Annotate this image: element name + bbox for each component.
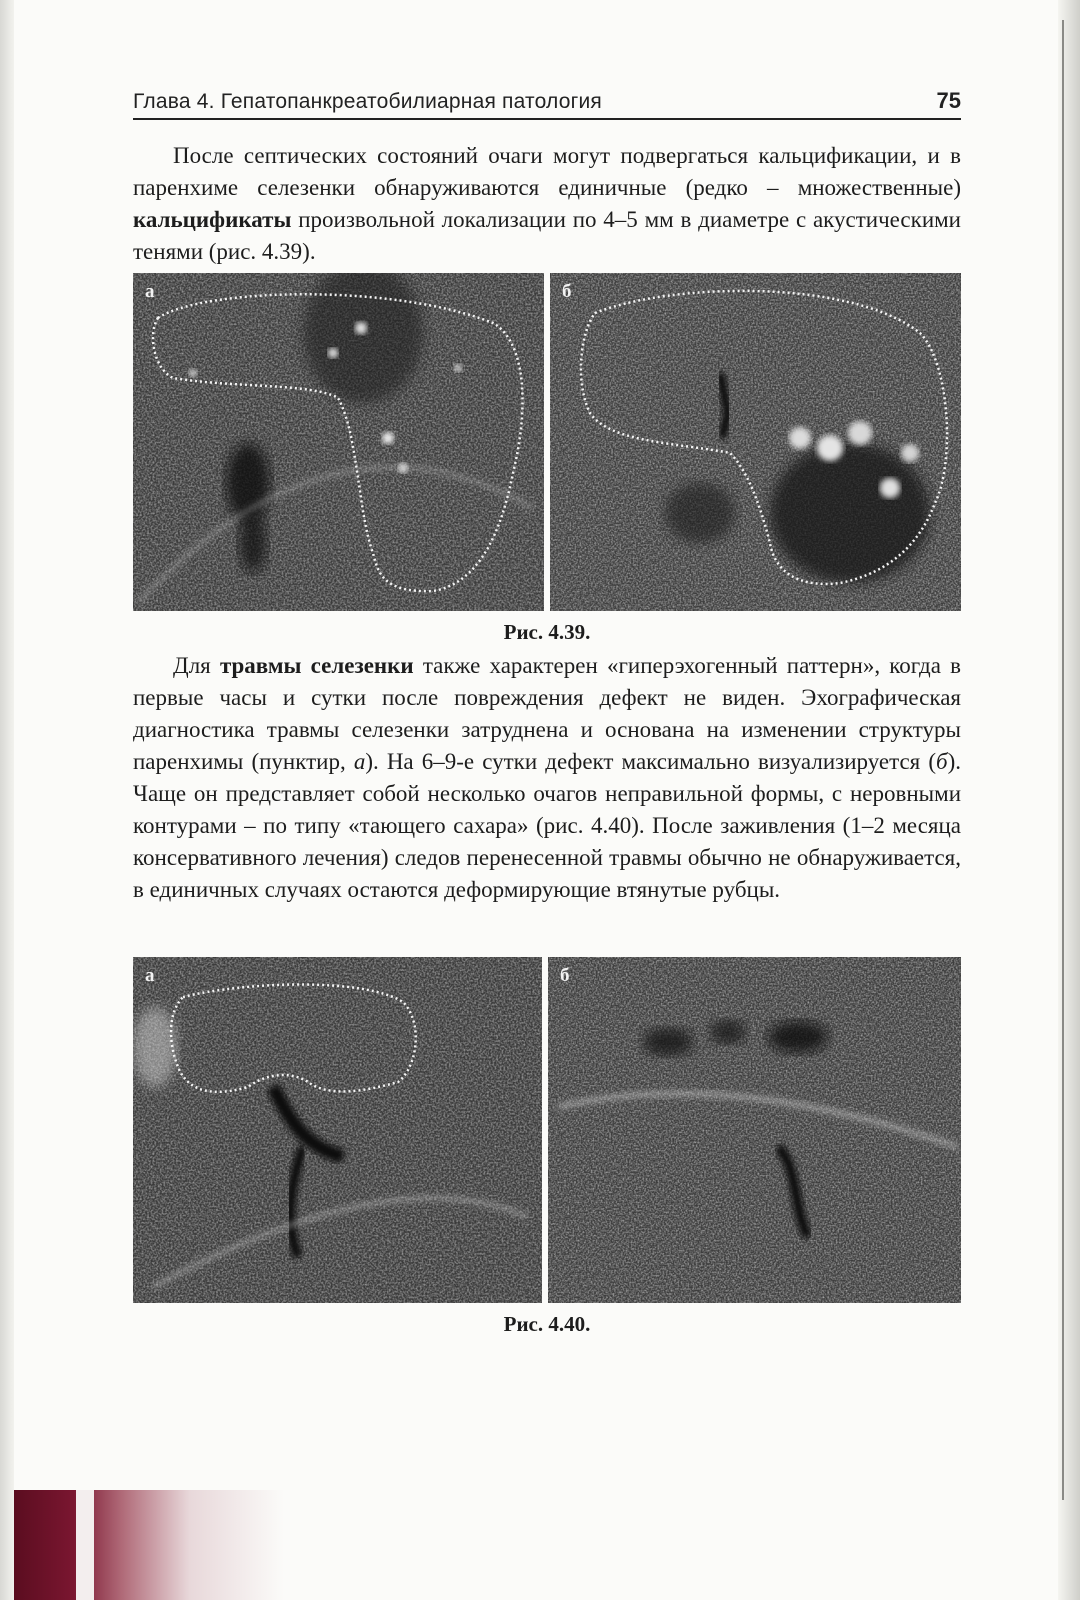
figure-caption-4-39: Рис. 4.39. <box>503 620 591 644</box>
paragraph-text: произвольной локализации по 4–5 мм в диаметре с акустическими тенями (рис. 4.39). <box>133 207 961 264</box>
paragraph-text: также характерен «гиперэхогенный паттерн», когда в первые часы и сутки после повреждения дефект не виден. Эхографическая диагностика травмы селезенки затруднена и основана на изменении структуры паренхимы (пунктир, <box>133 653 961 774</box>
chapter-title: Глава 4. Гепатопанкреатобилиарная патология <box>133 90 602 113</box>
ultrasound-image-a <box>133 273 544 611</box>
italic-ref-a: а <box>353 749 366 774</box>
paragraph-spleen-trauma <box>133 650 961 906</box>
paragraph-text: ). На 6–9-е сутки дефект максимально визуализируется ( <box>365 749 937 774</box>
bottom-scan-artifact <box>14 1490 284 1600</box>
running-header <box>133 90 961 120</box>
ultrasound-image-b <box>548 957 961 1303</box>
paragraph-text: Для <box>173 653 220 678</box>
figure-4-39 <box>133 273 961 611</box>
scan-line-right <box>1062 20 1064 1500</box>
italic-ref-b: б <box>936 749 948 774</box>
bold-term-calcifications: кальцификаты <box>133 207 292 232</box>
ultrasound-image-b <box>550 273 961 611</box>
figure-4-40 <box>133 957 961 1303</box>
ultrasound-image-a <box>133 957 542 1303</box>
bold-term-spleen-trauma: травмы селезенки <box>219 653 414 678</box>
scan-edge-left <box>0 0 14 1600</box>
paragraph-text: После септических состояний очаги могут подвергаться кальцификации, и в паренхиме селезенки обнаруживаются единичные (редко – множественные) <box>133 143 961 200</box>
panel-label-a: а <box>145 965 155 986</box>
paragraph-text: ). Чаще он представляет собой несколько очагов неправильной формы, с неровными контурами – по типу «тающего сахара» (рис. 4.40). После заживления (1–2 месяца консервативного лечения) следов перенесенной травмы обычно не обнаруживается, в единичных случаях остаются деформирующие втянутые рубцы. <box>133 749 962 902</box>
page-number: 75 <box>936 88 961 113</box>
panel-label-b: б <box>560 965 570 986</box>
panel-label-a: а <box>145 281 155 302</box>
paragraph-calcifications <box>133 140 961 268</box>
panel-label-b: б <box>562 281 572 302</box>
figure-caption-4-40: Рис. 4.40. <box>503 1312 591 1336</box>
